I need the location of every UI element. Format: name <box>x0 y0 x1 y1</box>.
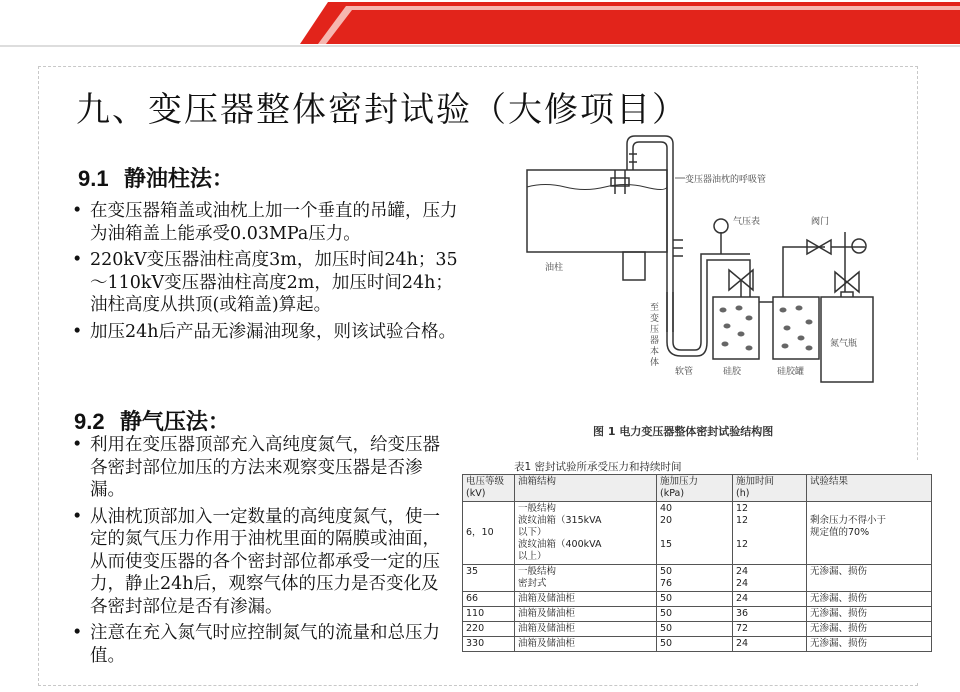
structure-cell-line: 以上） <box>518 551 547 562</box>
structure-cell-line: 波纹油箱（315kVA <box>518 515 602 526</box>
table-header-cell-line: (kV) <box>466 488 486 499</box>
time-cell <box>733 637 807 652</box>
structure-cell-line: 油箱及储油柜 <box>518 608 576 619</box>
time-cell-line: 24 <box>736 638 749 649</box>
body-pipe <box>623 252 645 280</box>
time-cell-line <box>736 527 803 539</box>
time-cell <box>733 622 807 637</box>
pressure-cell-line: 50 <box>660 566 673 577</box>
result-cell-line: 剩余压力不得小于 <box>810 515 887 526</box>
result-cell-line <box>810 503 928 515</box>
result-cell <box>807 637 932 652</box>
table-header-cell <box>807 475 932 502</box>
structure-cell <box>515 592 657 607</box>
table-header-cell <box>515 475 657 502</box>
label-body-2: 变 <box>650 314 660 324</box>
pressure-cell <box>657 622 733 637</box>
oil-surface <box>527 185 667 190</box>
table-header-cell-line: 电压等级 <box>466 476 505 487</box>
label-valve: 阀门 <box>811 217 830 227</box>
result-cell-line <box>810 551 928 563</box>
structure-cell <box>515 502 657 565</box>
label-silica-2: 硅胶罐 <box>777 367 805 377</box>
time-cell-line <box>736 551 803 563</box>
time-cell-line: 72 <box>736 623 749 634</box>
label-oil-column: 油柱 <box>545 263 564 273</box>
result-cell-line: 无渗漏、损伤 <box>810 623 868 634</box>
result-cell <box>807 502 932 565</box>
structure-cell-line: 波纹油箱（400kVA <box>518 539 602 550</box>
voltage-cell <box>463 502 515 565</box>
table-row <box>463 592 932 607</box>
table-row <box>463 502 932 565</box>
pressure-cell <box>657 607 733 622</box>
table-row <box>463 637 932 652</box>
sealing-test-diagram <box>525 132 915 447</box>
structure-cell <box>515 607 657 622</box>
list-item: • 220kV变压器油柱高度3m，加压时间24h；35～110kV变压器油柱高度2m，加压时间24h；油柱高度从拱顶(或箱盖)算起。 <box>72 250 458 315</box>
table-header-cell-line: 试验结果 <box>810 476 849 487</box>
silica-gel-jar-1 <box>713 297 759 359</box>
voltage-cell-line: 6，10 <box>466 527 494 538</box>
structure-cell-line: 油箱及储油柜 <box>518 593 576 604</box>
table-header-cell <box>463 475 515 502</box>
table-header-cell-line: 油箱结构 <box>518 476 557 487</box>
transformer-tank <box>527 170 667 252</box>
label-body-5: 本 <box>650 347 660 357</box>
pressure-cell-line: 15 <box>660 539 673 550</box>
list-item: • 注意在充入氮气时应控制氮气的流量和总压力值。 <box>72 623 440 666</box>
pressure-cell-line: 20 <box>660 515 673 526</box>
voltage-cell <box>463 622 515 637</box>
structure-cell-line: 一般结构 <box>518 503 557 514</box>
pressure-cell <box>657 637 733 652</box>
result-cell <box>807 592 932 607</box>
section-heading-9-1: 9.1 静油柱法： <box>78 166 234 192</box>
result-cell-line <box>810 578 928 590</box>
label-body-1: 至 <box>650 303 660 313</box>
time-cell-line: 24 <box>736 578 749 589</box>
table-row <box>463 622 932 637</box>
diagram-caption: 图 1 电力变压器整体密封试验结构图 <box>593 425 774 438</box>
pressure-cell <box>657 592 733 607</box>
result-cell-line: 规定值的70% <box>810 527 870 538</box>
structure-cell-line: 以下） <box>518 527 547 538</box>
pressure-cell-line <box>660 527 729 539</box>
list-item: • 从油枕顶部加入一定数量的高纯度氮气，使一定的氮气压力作用于油枕里面的隔膜或油面，从而使变压器的各个密封部位都承受一定的压力，静止24h后，观察气体的压力是否变化及各密封部位是否有渗漏。 <box>72 506 440 617</box>
result-cell <box>807 607 932 622</box>
structure-cell-line: 密封式 <box>518 578 547 589</box>
gauge-1 <box>714 219 728 233</box>
slide-title: 九、变压器整体密封试验（大修项目） <box>76 90 688 130</box>
list-item: • 加压24h后产品无渗漏油现象，则该试验合格。 <box>72 321 457 342</box>
voltage-cell-line: 330 <box>466 638 485 649</box>
voltage-cell <box>463 592 515 607</box>
structure-cell-line: 油箱及储油柜 <box>518 638 576 649</box>
section-heading-9-2: 9.2 静气压法： <box>74 409 230 435</box>
result-cell <box>807 565 932 592</box>
list-item: • 利用在变压器顶部充入高纯度氮气，给变压器各密封部位加压的方法来观察变压器是否渗漏。 <box>72 435 440 500</box>
header-banner <box>0 0 960 50</box>
label-body-4: 器 <box>650 336 660 346</box>
pressure-table-panel <box>462 460 932 682</box>
time-cell <box>733 502 807 565</box>
table-row <box>463 607 932 622</box>
voltage-cell-line: 66 <box>466 593 479 604</box>
voltage-cell-line: 220 <box>466 623 485 634</box>
table-header-cell <box>657 475 733 502</box>
pressure-cell <box>657 565 733 592</box>
result-cell <box>807 622 932 637</box>
pressure-cell-line: 50 <box>660 623 673 634</box>
time-cell <box>733 607 807 622</box>
time-cell-line: 24 <box>736 566 749 577</box>
table-row <box>463 565 932 592</box>
label-hose: 软管 <box>675 367 694 377</box>
label-nitrogen: 氮气瓶 <box>830 339 858 349</box>
time-cell <box>733 565 807 592</box>
time-cell-line: 36 <box>736 608 749 619</box>
pressure-cell-line: 50 <box>660 608 673 619</box>
structure-cell <box>515 637 657 652</box>
time-cell-line: 24 <box>736 593 749 604</box>
result-cell-line: 无渗漏、损伤 <box>810 608 868 619</box>
structure-cell <box>515 565 657 592</box>
label-gauge: 气压表 <box>733 217 761 227</box>
section-9-2-list <box>70 434 455 671</box>
list-item: • 在变压器箱盖或油枕上加一个垂直的吊罐，压力为油箱盖上能承受0.03MPa压力。 <box>72 201 458 244</box>
pressure-cell-line: 40 <box>660 503 673 514</box>
time-cell-line: 12 <box>736 539 749 550</box>
pressure-table <box>462 474 932 652</box>
table-header-cell-line: 施加压力 <box>660 476 699 487</box>
table-header-cell-line: (h) <box>736 488 750 499</box>
section-9-1-list <box>70 200 460 347</box>
table-header-cell-line: (kPa) <box>660 488 685 499</box>
voltage-cell-line: 110 <box>466 608 485 619</box>
result-cell-line: 无渗漏、损伤 <box>810 566 868 577</box>
voltage-cell <box>463 637 515 652</box>
result-cell-line: 无渗漏、损伤 <box>810 593 868 604</box>
result-cell-line <box>810 539 928 551</box>
label-body-6: 体 <box>650 358 660 368</box>
pressure-cell-line: 76 <box>660 578 673 589</box>
silica-gel-jar-2 <box>773 297 819 359</box>
table-header-row <box>463 475 932 502</box>
structure-cell-line: 油箱及储油柜 <box>518 623 576 634</box>
voltage-cell <box>463 565 515 592</box>
label-silica-1: 硅胶 <box>723 367 742 377</box>
pressure-cell <box>657 502 733 565</box>
label-body-3: 压 <box>650 325 660 335</box>
label-breather: 变压器油枕的呼吸管 <box>685 175 767 185</box>
time-cell <box>733 592 807 607</box>
table-header-cell-line: 施加时间 <box>736 476 775 487</box>
time-cell-line: 12 <box>736 515 749 526</box>
table-header-cell <box>733 475 807 502</box>
structure-cell-line: 一般结构 <box>518 566 557 577</box>
voltage-cell-line: 35 <box>466 566 479 577</box>
gauge-2 <box>852 239 866 253</box>
time-cell-line: 12 <box>736 503 749 514</box>
structure-cell <box>515 622 657 637</box>
voltage-cell <box>463 607 515 622</box>
result-cell-line: 无渗漏、损伤 <box>810 638 868 649</box>
pressure-cell-line: 50 <box>660 638 673 649</box>
pressure-cell-line <box>660 551 729 563</box>
pressure-cell-line: 50 <box>660 593 673 604</box>
table-title: 表1 密封试验所承受压力和持续时间 <box>514 461 682 473</box>
